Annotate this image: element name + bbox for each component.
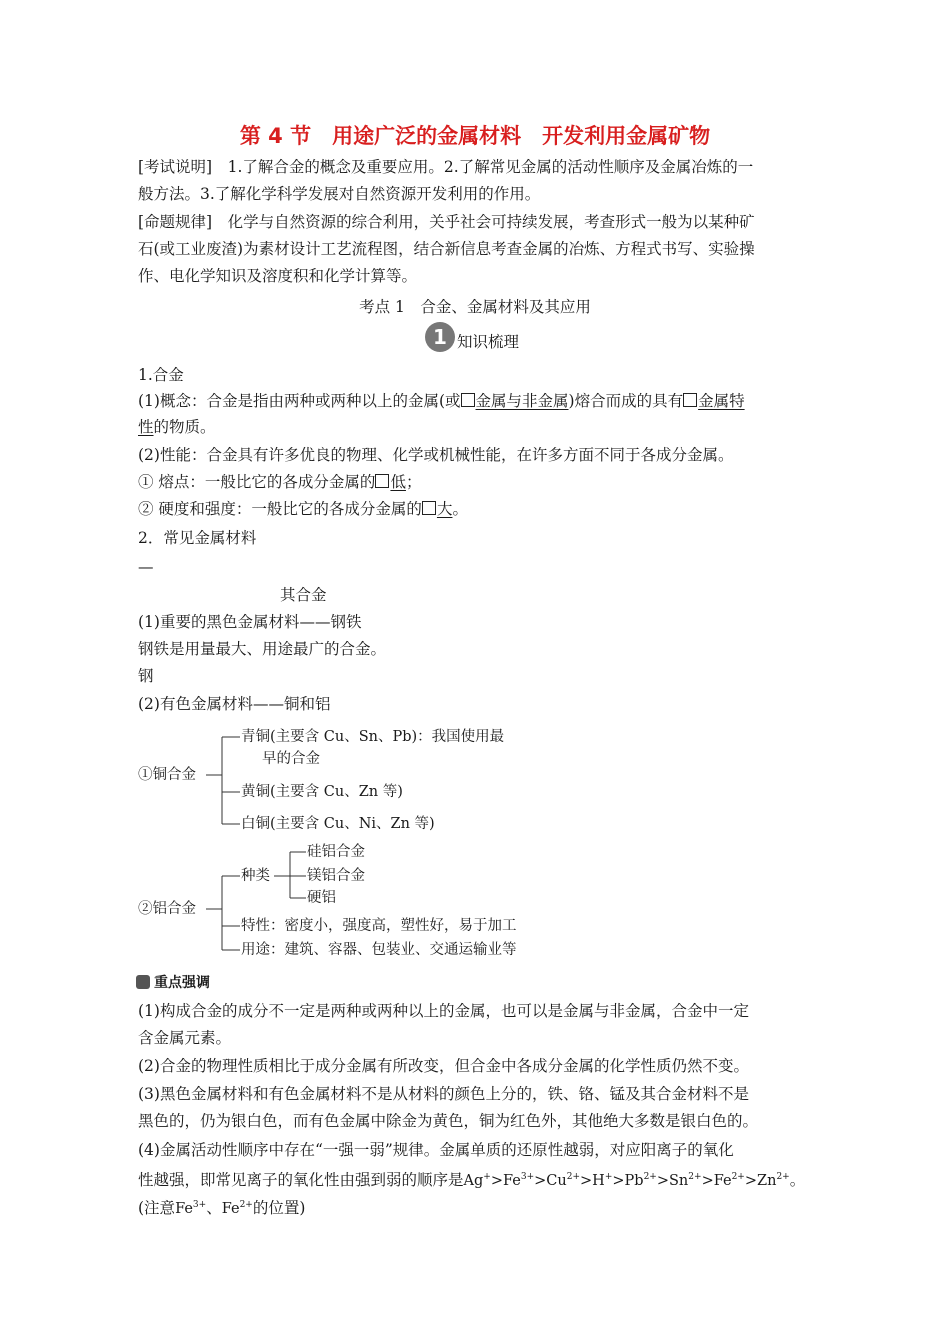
copper-brass: 黄铜(主要含 Cu、Zn 等) xyxy=(241,784,403,800)
al-use: 用途：建筑、容器、包装业、交通运输业等 xyxy=(241,942,517,958)
melt-text: ① 熔点：一般比它的各成分金属的 xyxy=(138,473,376,491)
ion-pb: Pb xyxy=(624,1173,644,1189)
charge-cu: 2+ xyxy=(566,1172,580,1182)
color-metal-heading: (2)有色金属材料——铜和铝 xyxy=(138,695,331,713)
copper-bronze-cont: 早的合金 xyxy=(262,751,320,767)
emphasis-heading xyxy=(136,972,210,992)
alloy-property: (2)性能：合金具有许多优良的物理、化学或机械性能，在许多方面不同于各成分金属。 xyxy=(138,446,734,464)
alloy-heading: 1.合金 xyxy=(138,366,184,384)
copper-white: 白铜(主要含 Cu、Ni、Zn 等) xyxy=(241,816,435,832)
pointing-hand-icon xyxy=(136,975,150,989)
ion-order xyxy=(464,1173,790,1189)
p4-end: 。 xyxy=(789,1171,806,1189)
gang: 钢 xyxy=(138,667,154,685)
concept-fill-2-cont: 性 xyxy=(138,418,154,436)
melt-post: ； xyxy=(405,473,422,491)
page-title: 第 4 节 用途广泛的金属材料 开发利用金属矿物 xyxy=(239,124,711,148)
al-kind-2: 镁铝合金 xyxy=(307,868,365,884)
charge-ag: + xyxy=(483,1172,491,1182)
al-root: ②铝合金 xyxy=(138,901,196,917)
concept-mid: )熔合而成的具有 xyxy=(568,392,684,410)
p5-post: 的位置) xyxy=(252,1199,306,1217)
pattern-line2: 石(或工业废渣)为素材设计工艺流程图，结合新信息考查金属的冶炼、方程式书写、实验操 xyxy=(138,240,755,258)
pattern-text: 化学与自然资源的综合利用，关乎社会可持续发展，考查形式一般为以某种矿 xyxy=(227,213,755,231)
copper-root: ①铜合金 xyxy=(138,767,196,783)
charge-pb: 2+ xyxy=(643,1172,657,1182)
black-metal-heading: (1)重要的黑色金属材料——钢铁 xyxy=(138,613,362,631)
emphasis-p2: (2)合金的物理性质相比于成分金属有所改变，但合金中各成分金属的化学性质仍然不变。 xyxy=(138,1057,749,1075)
p5-charge-2: 2+ xyxy=(239,1200,253,1210)
emphasis-p1-line1: (1)构成合金的成分不一定是两种或两种以上的金属，也可以是金属与非金属，合金中一定 xyxy=(138,1002,749,1020)
concept-fill-2-text: 金属特 xyxy=(698,392,745,410)
zhishi-label: 知识梳理 xyxy=(457,333,520,351)
emphasis-p4-line1: (4)金属活动性顺序中存在“一强一弱”规律。金属单质的还原性越弱，对应阳离子的氧化 xyxy=(138,1141,734,1159)
gt-sign: > xyxy=(490,1173,503,1189)
p4-text: 性越强，即常见离子的氧化性由强到弱的顺序是 xyxy=(138,1171,464,1189)
ion-sn: Sn xyxy=(669,1173,689,1189)
number-one-icon: 1 xyxy=(425,322,455,352)
pattern-line3: 作、电化学知识及溶度积和化学计算等。 xyxy=(138,267,418,285)
ion-h: H xyxy=(592,1173,605,1189)
charge-fe3: 3+ xyxy=(520,1172,535,1182)
al-kind-3: 硬铝 xyxy=(307,890,336,906)
emphasis-p3-line2: 黑色的，仍为银白色，而有色金属中除金为黄色，铜为红色外，其他绝大多数是银白色的。 xyxy=(138,1112,759,1130)
gt-sign: > xyxy=(534,1173,547,1189)
exam-desc-tag: [考试说明] xyxy=(138,158,213,176)
hard-text: ② 硬度和强度：一般比它的各成分金属的 xyxy=(138,500,422,518)
emphasis-p5 xyxy=(138,1194,305,1220)
gt-sign: > xyxy=(656,1173,669,1189)
qi-hejin: 其合金 xyxy=(280,586,327,604)
steel-usage: 钢铁是用量最大、用途最广的合金。 xyxy=(138,640,387,658)
exam-desc-line2: 般方法。3.了解化学科学发展对自然资源开发利用的作用。 xyxy=(138,185,541,203)
al-kind: 种类 xyxy=(241,868,270,884)
ion-zn: Zn xyxy=(757,1173,777,1189)
p5-fe3: Fe xyxy=(175,1201,193,1217)
materials-heading: 2．常见金属材料 xyxy=(138,529,257,547)
pattern-tag: [命题规律] xyxy=(138,213,213,231)
exam-desc-text: 1.了解合金的概念及重要应用。2.了解常见金属的活动性顺序及金属冶炼的一 xyxy=(227,158,754,176)
ion-cu: Cu xyxy=(546,1173,567,1189)
emphasis-p1-line2: 含金属元素。 xyxy=(138,1029,232,1047)
al-trait: 特性：密度小，强度高，塑性好，易于加工 xyxy=(241,918,517,934)
charge-sn: 2+ xyxy=(688,1172,702,1182)
emphasis-p3-line1: (3)黑色金属材料和有色金属材料不是从材料的颜色上分的，铁、铬、锰及其合金材料不是 xyxy=(138,1085,749,1103)
melt-fill-text: 低 xyxy=(390,473,406,491)
charge-h: + xyxy=(604,1172,613,1182)
p5-sep: 、 xyxy=(206,1199,222,1217)
gt-sign: > xyxy=(580,1173,593,1189)
p5-pre: (注意 xyxy=(138,1199,176,1217)
hard-post: 。 xyxy=(452,500,468,518)
concept-text: (1)概念：合金是指由两种或两种以上的金属(或 xyxy=(138,392,461,410)
copper-bronze: 青铜(主要含 Cu、Sn、Pb)：我国使用最 xyxy=(241,729,505,745)
ion-ag: Ag xyxy=(463,1173,484,1189)
charge-fe2: 2+ xyxy=(731,1172,745,1182)
kaodian-title: 考点 1 合金、金属材料及其应用 xyxy=(359,298,591,316)
p5-charge-3: 3+ xyxy=(192,1200,207,1210)
al-kind-1: 硅铝合金 xyxy=(307,844,365,860)
hard-fill-text: 大 xyxy=(436,500,453,518)
gt-sign: > xyxy=(701,1173,714,1189)
gt-sign: > xyxy=(744,1173,758,1189)
materials-dash: — xyxy=(138,558,154,576)
concept-fill-1-text: 金属与非金属 xyxy=(475,392,569,410)
gt-sign: > xyxy=(612,1173,625,1189)
ion-fe3: Fe xyxy=(502,1173,521,1189)
concept-post: 的物质。 xyxy=(153,418,216,436)
p5-fe2: Fe xyxy=(221,1201,240,1217)
charge-zn: 2+ xyxy=(776,1172,790,1182)
emphasis-p4-line2 xyxy=(138,1166,805,1192)
ion-fe2: Fe xyxy=(713,1173,732,1189)
emphasis-heading-text: 重点强调 xyxy=(154,975,210,991)
